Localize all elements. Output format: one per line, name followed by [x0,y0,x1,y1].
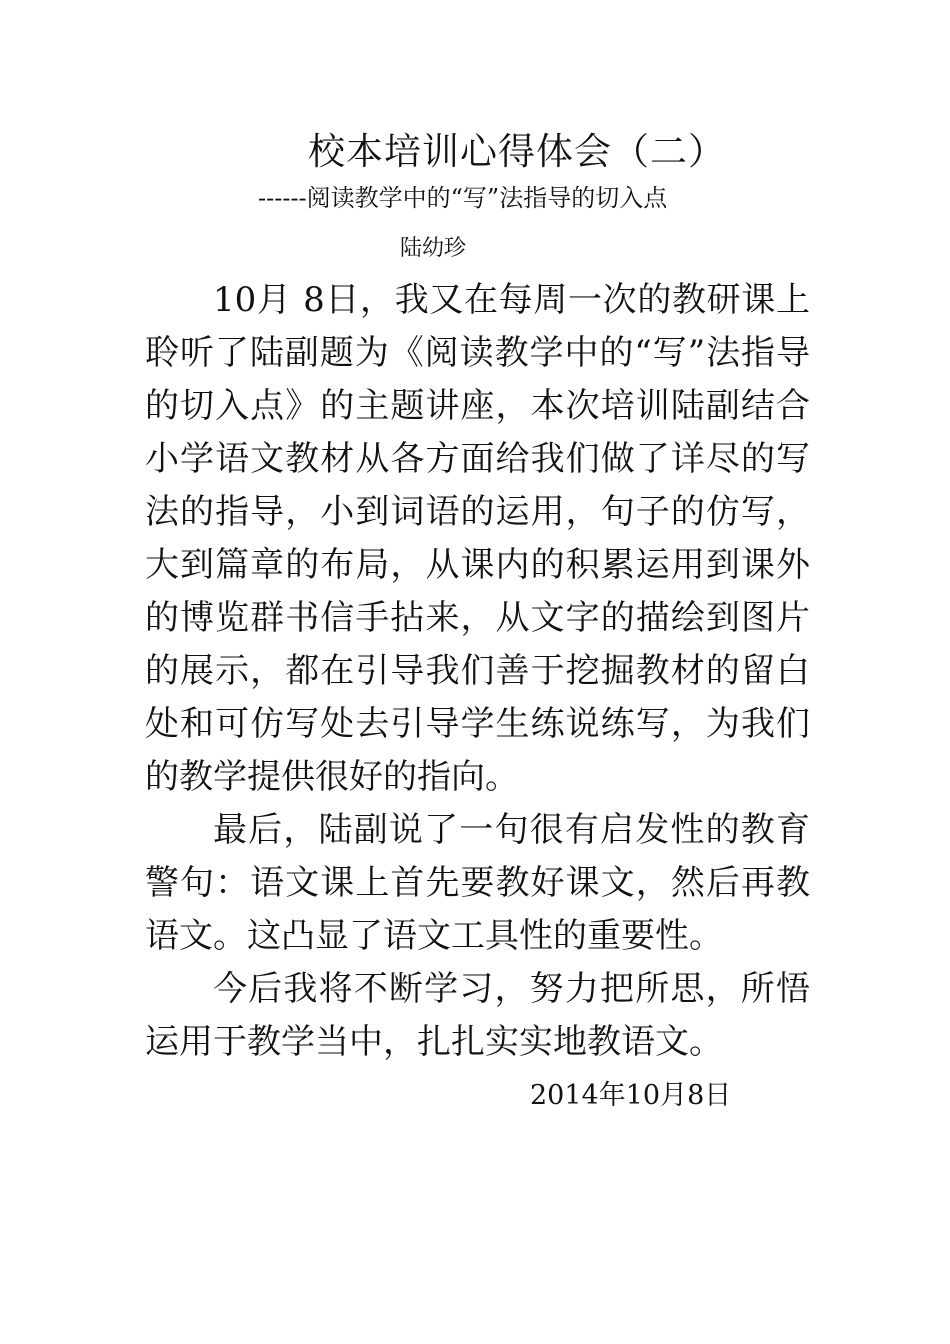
paragraph-3: 今后我将不断学习，努力把所思，所悟运用于教学当中，扎扎实实地教语文。 [145,969,810,1062]
paragraph-2: 最后，陆副说了一句很有启发性的教育警句：语文课上首先要教好课文，然后再教语文。这凸显了语文工具性的重要性。 [145,810,810,956]
document-title: 校本培训心得体会（二） [308,130,726,173]
document-date: 2014年10月8日 [530,1080,732,1111]
paragraph-1: 10月 8日，我又在每周一次的教研课上聆听了陆副题为《阅读教学中的“写”法指导的切入点》的主题讲座，本次培训陆副结合小学语文教材从各方面给我们做了详尽的写法的指导，小到词语的运用，句子的仿写，大到篇章的布局，从课内的积累运用到课外的博览群书信手拈来，从文字的描绘到图片的展示，都在引导我们善于挖掘教材的留白处和可仿写处去引导学生练说练写，为我们的教学提供很好的指向。 [145,280,810,797]
author-name: 陆幼珍 [400,236,467,261]
document-body [145,274,810,1069]
document-subtitle: ------阅读教学中的“写”法指导的切入点 [258,184,668,212]
